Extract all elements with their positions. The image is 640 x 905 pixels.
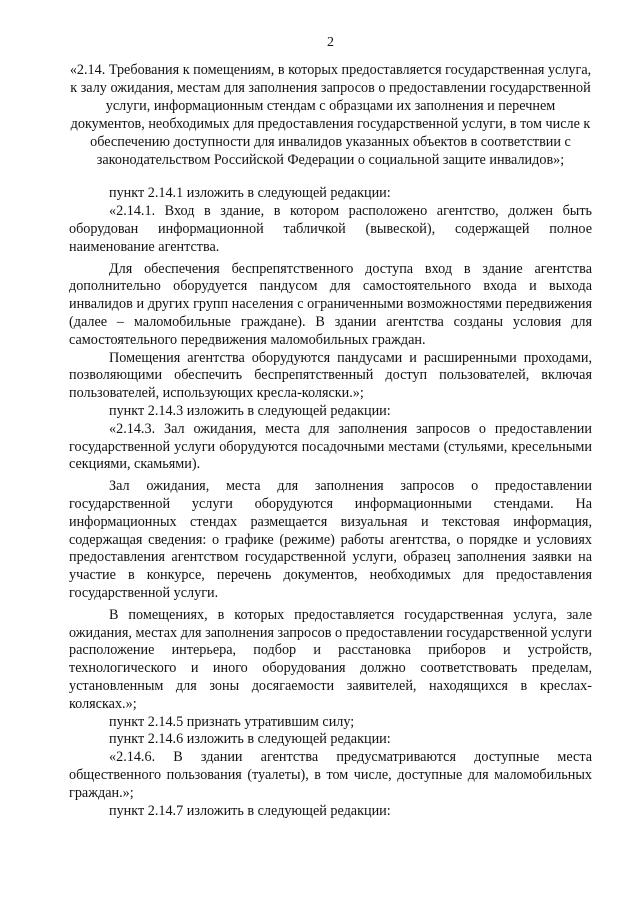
paragraph: В помещениях, в которых предоставляется государственная услуга, зале ожидания, местах для заполнения запросов о предоставлении государственной услуги расположение интерьера, подбор и расстановка приборов и устройств, технологического и иного оборудования должно соответствовать пределам, установленным для зоны досягаемости заявителей, находящихся в креслах-колясках.»; bbox=[69, 606, 592, 712]
page-number: 2 bbox=[327, 35, 334, 50]
paragraph: Помещения агентства оборудуются пандусами и расширенными проходами, позволяющими обеспечить беспрепятственный доступ пользователей, включая пользователей, использующих кресла-коляски.»; bbox=[69, 349, 592, 402]
paragraph: Для обеспечения беспрепятственного доступа вход в здание агентства дополнительно оборудуется пандусом для самостоятельного входа и выхода инвалидов и других групп населения с ограниченными возможностями передвижения (далее – маломобильные граждане). В здании агентства созданы условия для самостоятельного передвижения маломобильных граждан. bbox=[69, 260, 592, 348]
amendment-instruction: пункт 2.14.1 изложить в следующей редакции: bbox=[109, 185, 391, 202]
paragraph: «2.14.3. Зал ожидания, места для заполнения запросов о предоставлении государственной услуги оборудуются посадочными местами (стульями, кресельными секциями, скамьями). bbox=[69, 420, 592, 473]
amendment-instruction: пункт 2.14.3 изложить в следующей редакции: bbox=[109, 403, 391, 419]
amendment-instruction: пункт 2.14.6 изложить в следующей редакции: bbox=[109, 731, 391, 748]
paragraph: Зал ожидания, места для заполнения запросов о предоставлении государственной услуги оборудуются информационными стендами. На информационных стендах размещается визуальная и текстовая информация, содержащая сведения: о графике (режиме) работы агентства, о порядке и условиях предоставления агентством государственной услуги, образец заполнения заявки на участие в конкурсе, перечень документов, необходимых для предоставления государственной услуги. bbox=[69, 478, 592, 601]
amendment-instruction: пункт 2.14.7 изложить в следующей редакции: bbox=[109, 802, 391, 819]
section-heading: «2.14. Требования к помещениям, в которых предоставляется государственная услуга, к залу ожидания, местам для заполнения запросов о предоставлении государственной услуги, информационным стендам с образцами их заполнения и перечнем документов, необходимых для предоставления государственной услуги, в том числе к обеспечению доступности для инвалидов указанных объектов в соответствии с законодательством Российской Федерации о социальной защите инвалидов»; bbox=[69, 62, 592, 168]
document-body bbox=[69, 185, 592, 820]
paragraph: «2.14.1. Вход в здание, в котором расположено агентство, должен быть оборудован информационной табличкой (вывеской), содержащей полное наименование агентства. bbox=[69, 203, 592, 255]
amendment-instruction: пункт 2.14.5 признать утратившим силу; bbox=[109, 713, 355, 730]
paragraph: «2.14.6. В здании агентства предусматриваются доступные места общественного пользования (туалеты), в том числе, доступные для маломобильных граждан.»; bbox=[69, 749, 592, 801]
